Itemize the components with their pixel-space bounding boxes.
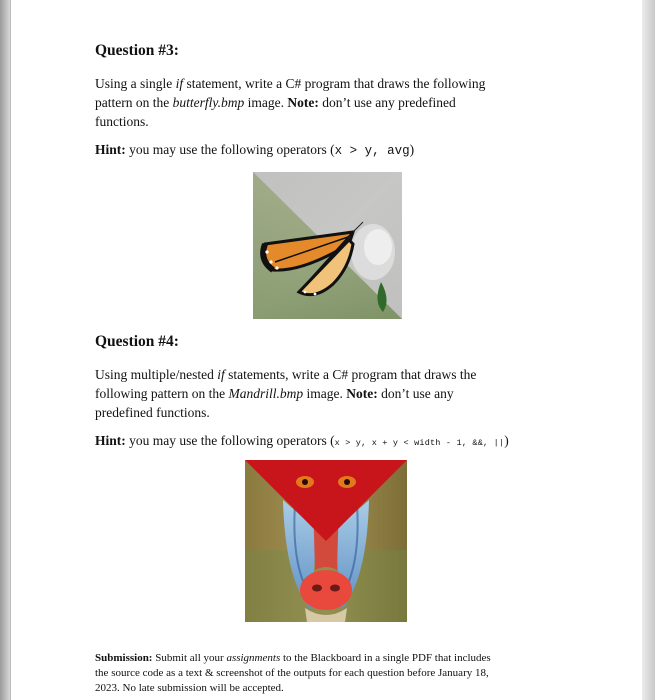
mandrill-image	[245, 460, 407, 622]
question-4-title: Question #4:	[95, 333, 179, 350]
question-3-hint: Hint: you may use the following operators (x > y, avg)	[95, 142, 415, 158]
viewer-right-edge	[642, 0, 655, 700]
question-3-text: Using a single if statement, write a C# program that draws the following pattern on the butterfly.bmp image. Note: don’t use any predefined functions.	[95, 76, 486, 129]
butterfly-image	[253, 172, 402, 319]
submission-note: Submission: Submit all your assignments to the Blackboard in a single PDF that includes the source code as a text & screenshot of the outputs for each question before January 18, 2023. No late submission will be accepted.	[95, 652, 491, 694]
question-3-title: Question #3:	[95, 42, 179, 59]
question-4-text: Using multiple/nested if statements, write a C# program that draws the following pattern on the Mandrill.bmp image. Note: don’t use any predefined functions.	[95, 367, 477, 420]
question-4-hint: Hint: you may use the following operators (x > y, x + y < width - 1, &&, ||)	[95, 433, 509, 448]
viewer-left-edge	[0, 0, 10, 700]
